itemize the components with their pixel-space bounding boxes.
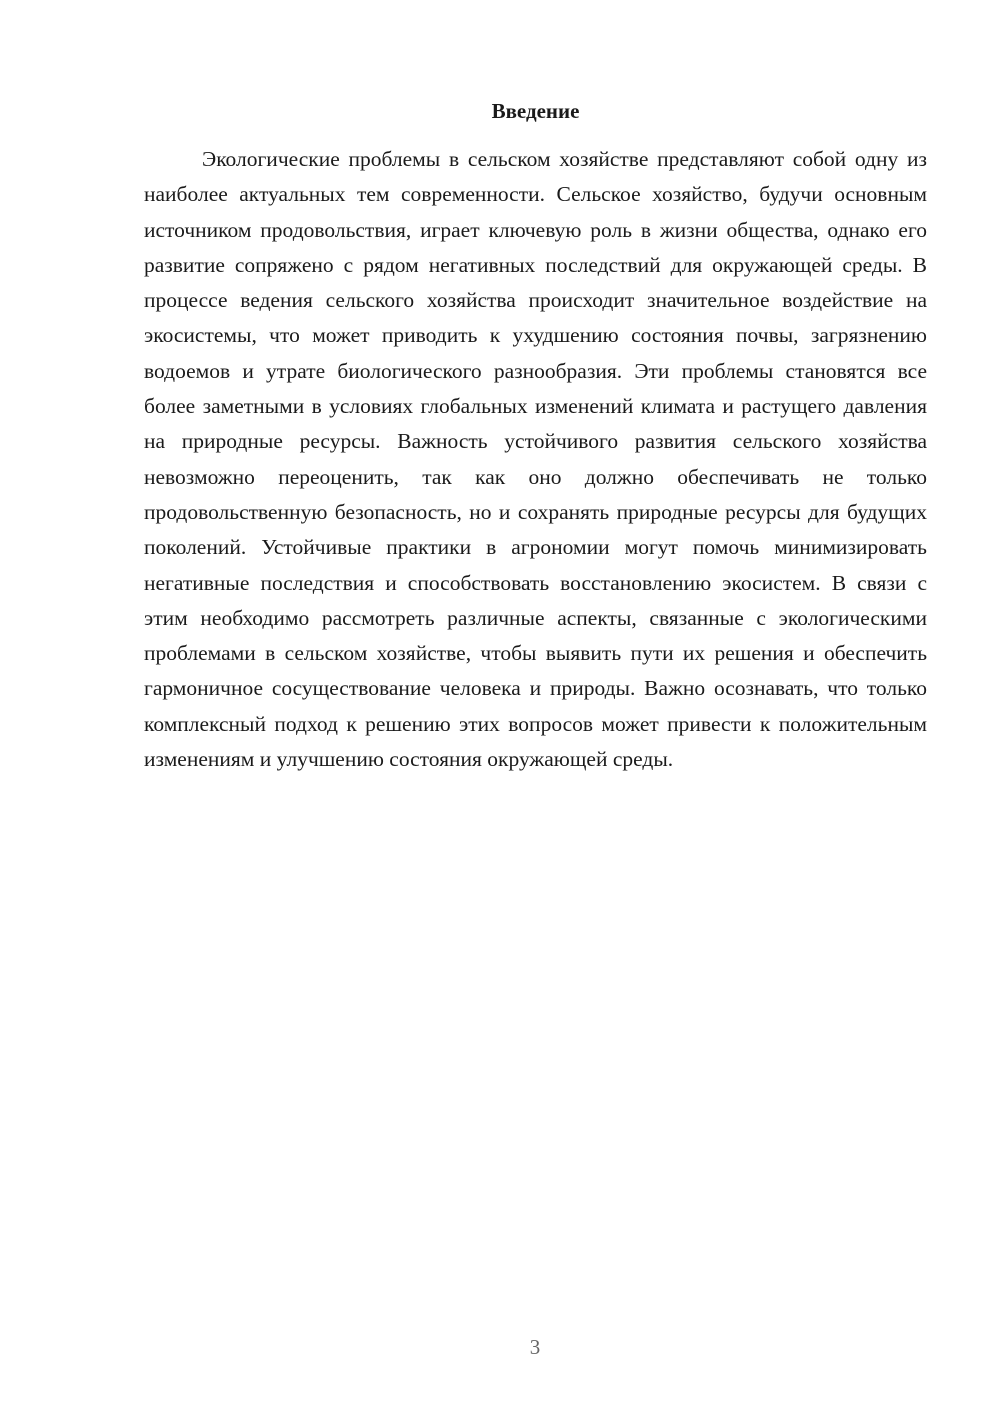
section-heading: Введение: [491, 99, 580, 123]
body-paragraph: Экологические проблемы в сельском хозяйстве представляют собой одну из наиболее актуальных тем современности. Сельское хозяйство, будучи основным источником продовольствия, играет ключевую роль в жизни общества, однако его развитие сопряжено с рядом негативных последствий для окружающей среды. В процессе ведения сельского хозяйства происходит значительное воздействие на экосистемы, что может приводить к ухудшению состояния почвы, загрязнению водоемов и утрате биологического разнообразия. Эти проблемы становятся все более заметными в условиях глобальных изменений климата и растущего давления на природные ресурсы. Важность устойчивого развития сельского хозяйства невозможно переоценить, так как оно должно обеспечивать не только продовольственную безопасность, но и сохранять природные ресурсы для будущих поколений. Устойчивые практики в агрономии могут помочь минимизировать негативные последствия и способствовать восстановлению экосистем. В связи с этим необходимо рассмотреть различные аспекты, связанные с экологическими проблемами в сельском хозяйстве, чтобы выявить пути их решения и обеспечить гармоничное сосуществование человека и природы. Важно осознавать, что только комплексный подход к решению этих вопросов может привести к положительным изменениям и улучшению состояния окружающей среды.: [144, 147, 927, 772]
page-number: 3: [529, 1335, 541, 1359]
